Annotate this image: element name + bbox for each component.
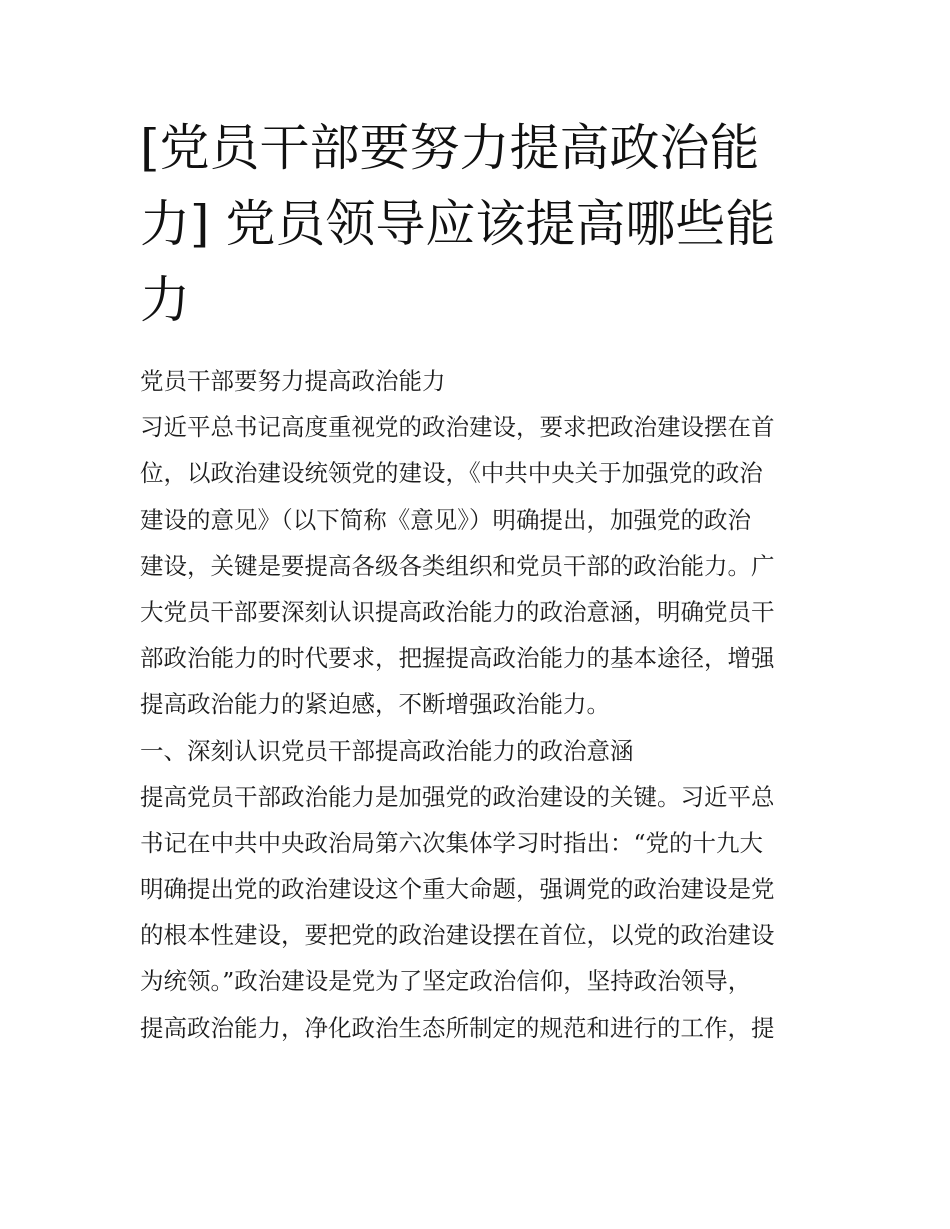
paragraph-line: 书记在中共中央政治局第六次集体学习时指出：“党的十九大 [140,828,764,857]
paragraph-line: 建设，关键是要提高各级各类组织和党员干部的政治能力。广 [140,551,775,580]
paragraph-line: 明确提出党的政治建设这个重大命题，强调党的政治建设是党 [140,875,775,904]
title-line: 力 [140,271,190,329]
document-title [140,110,820,338]
title-line: [党员干部要努力提高政治能 [140,119,760,177]
document-body [140,358,820,1051]
paragraph-line: 的根本性建设，要把党的政治建设摆在首位，以党的政治建设 [140,921,775,950]
paragraph-line: 为统领。”政治建设是党为了坚定政治信仰，坚持政治领导， [140,967,752,996]
paragraph-line: 大党员干部要深刻认识提高政治能力的政治意涵，明确党员干 [140,597,775,626]
paragraph-line: 位，以政治建设统领党的建设，《中共中央关于加强党的政治 [140,459,763,488]
paragraph-line: 建设的意见》（以下简称《意见》）明确提出，加强党的政治 [140,505,751,534]
paragraph-line: 提高政治能力，净化政治生态所制定的规范和进行的工作，提 [140,1013,775,1042]
paragraph-line: 部政治能力的时代要求，把握提高政治能力的基本途径，增强 [140,644,775,673]
title-line: 力] 党员领导应该提高哪些能 [140,195,776,253]
paragraph-line: 提高政治能力的紧迫感，不断增强政治能力。 [140,690,610,719]
section-heading: 一、深刻认识党员干部提高政治能力的政治意涵 [140,736,634,765]
section-heading: 党员干部要努力提高政治能力 [140,367,446,395]
paragraph-line: 提高党员干部政治能力是加强党的政治建设的关键。习近平总 [140,782,775,811]
paragraph-line: 习近平总书记高度重视党的政治建设，要求把政治建设摆在首 [140,413,775,442]
